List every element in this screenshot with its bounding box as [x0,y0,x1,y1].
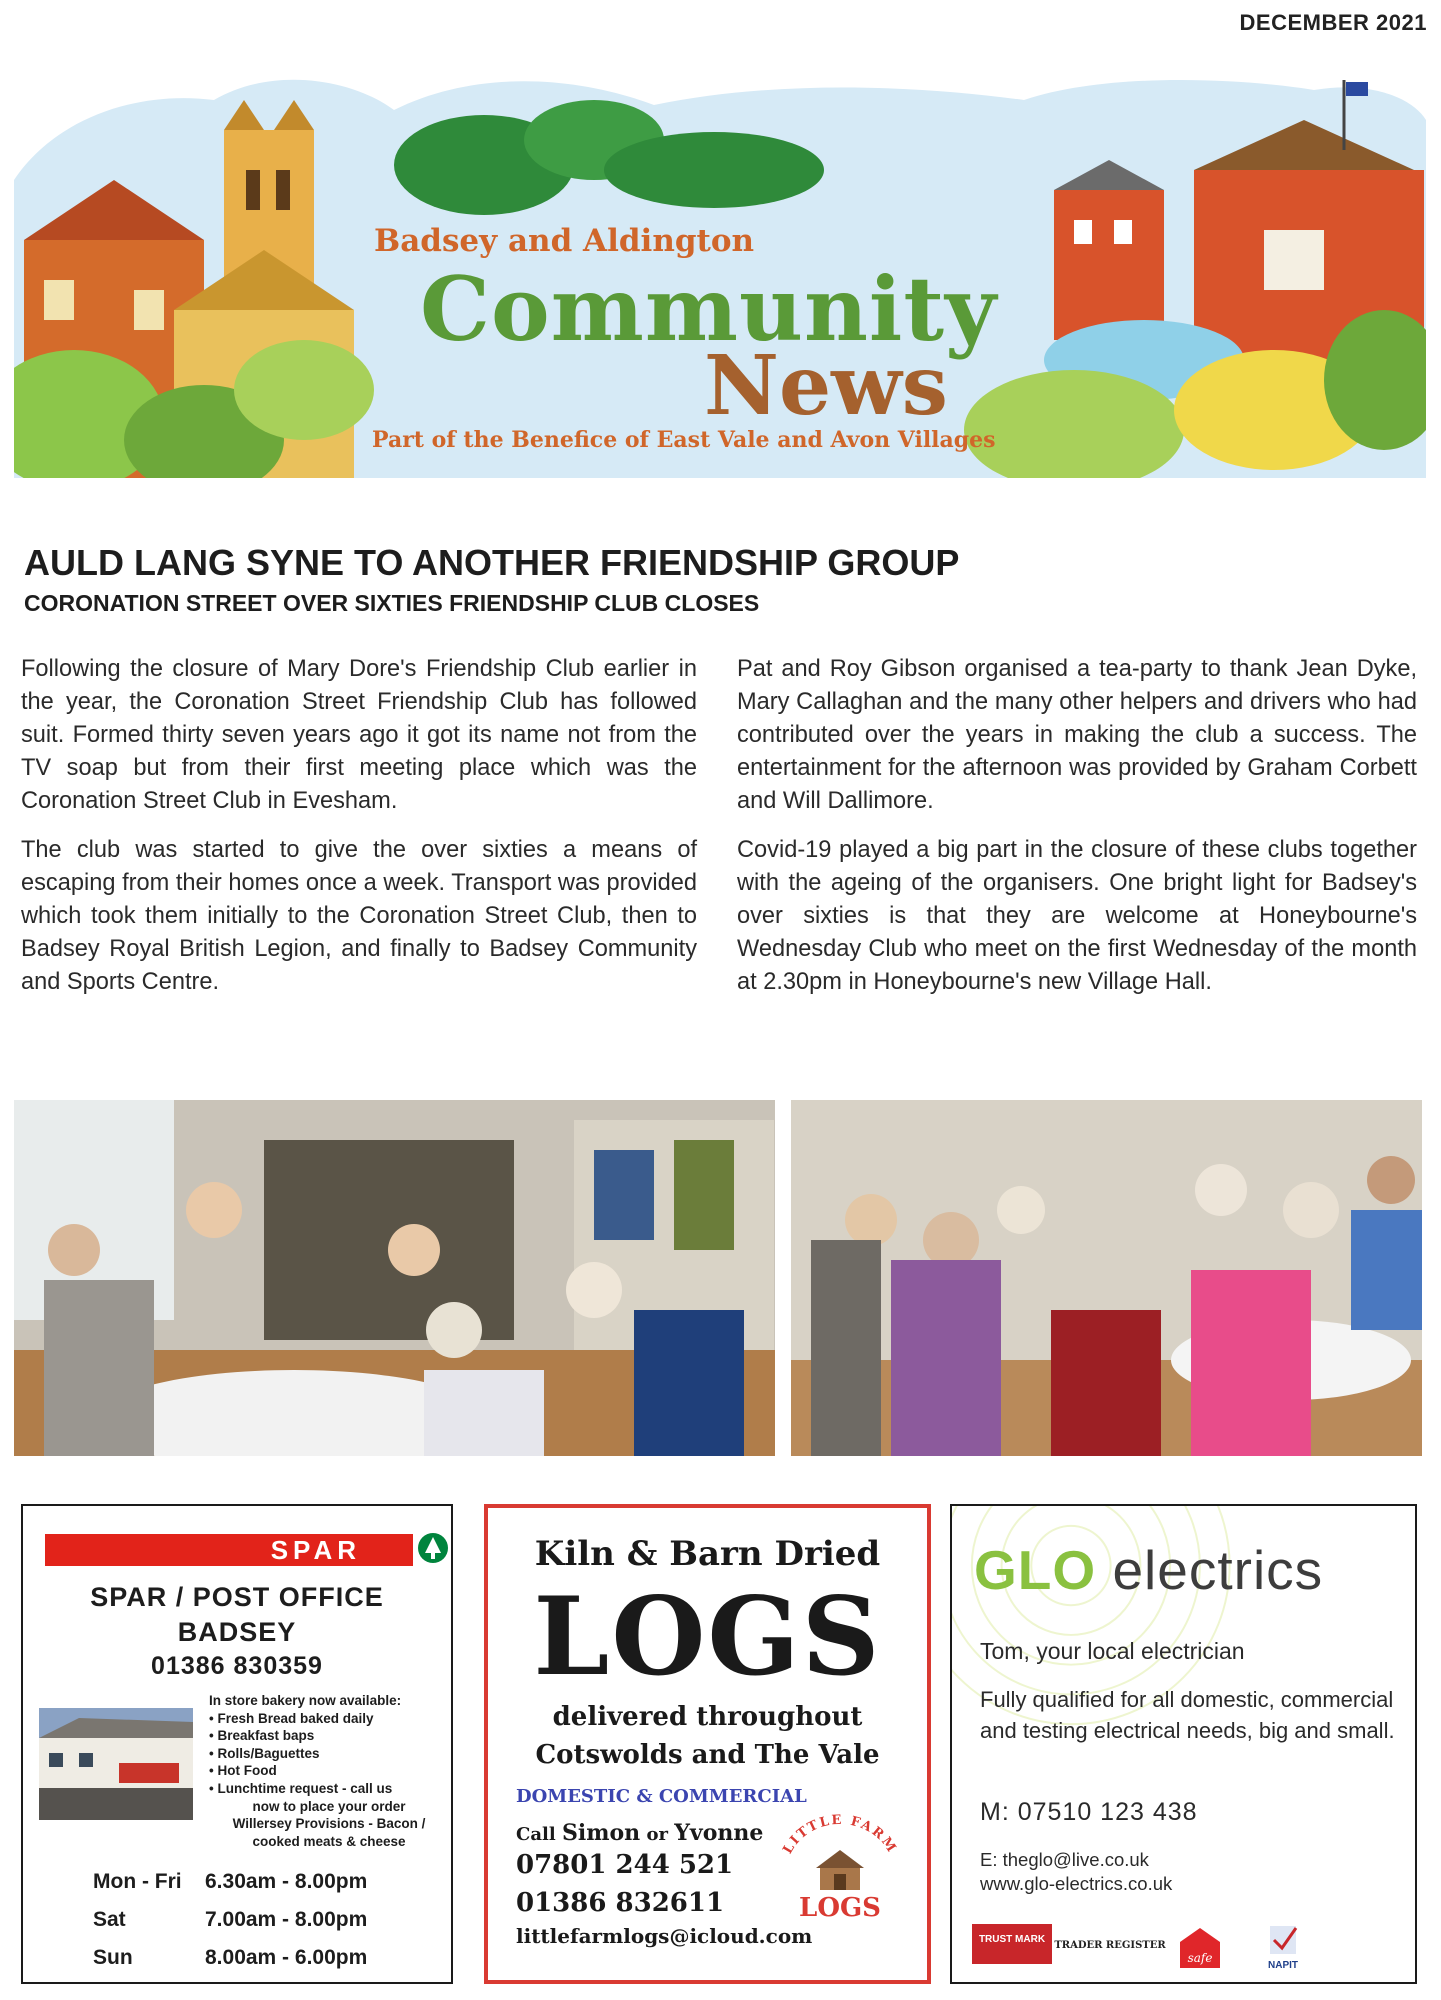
spar-shop-photo [39,1708,193,1820]
logs-tagline: Kiln & Barn Dried [534,1534,881,1574]
hours-time: 6.30am - 8.00pm [205,1870,368,1893]
logs-phone-landline: 01386 832611 [516,1888,725,1918]
hours-time: 7.00am - 8.00pm [205,1908,368,1931]
logs-email: littlefarmlogs@icloud.com [516,1924,813,1948]
logs-title: LOGS [533,1574,882,1700]
masthead [14,60,1426,478]
hours-time: 8.00am - 6.00pm [205,1946,368,1969]
logs-call-name: Simon [561,1820,641,1846]
trader-register-badge-icon [1054,1940,1166,1951]
issue-date: DECEMBER 2021 [1239,10,1427,35]
glo-accreditation-badges [970,1918,1400,1974]
article-paragraph: Following the closure of Mary Dore's Friendship Club earlier in the year, the Coronation Street Friendship Club has followed suit. Formed thirty seven years ago it got its name not from the TV soap but from their first meeting place which was the Coronation Street Club in Evesham. [21,656,697,814]
glo-contact [980,1848,1172,1896]
spar-bakery-line: • Fresh Bread baked daily [209,1710,374,1726]
masthead-title-community: Community [420,257,998,361]
badge-label: NAPIT [1268,1960,1298,1971]
napit-badge-icon [1268,1926,1298,1971]
spar-bakery-line: • Rolls/Baguettes [209,1745,320,1761]
spar-bakery-line: Willersey Provisions - Bacon / [232,1816,426,1832]
spar-title: SPAR / POST OFFICE [90,1582,384,1612]
glo-electrics-advert [950,1504,1417,1984]
electrical-safe-badge-icon [1180,1928,1220,1968]
article-paragraph: The club was started to give the over sixties a means of escaping from their homes once a week. Transport was provided which took them initially to the Coronation Street Club, then to Badsey Royal British Legion, and finally to Badsey Community and Sports Centre. [21,837,697,995]
spar-bakery-line: • Lunchtime request - call us [209,1780,393,1796]
hours-row [93,1870,453,1908]
article-subheadline: CORONATION STREET OVER SIXTIES FRIENDSHIP CLUB CLOSES [24,590,760,616]
logs-phone-mobile: 07801 244 521 [516,1850,734,1880]
masthead-title-news: News [704,338,948,434]
logs-call-prefix: Call [516,1824,556,1845]
glo-phone: M: 07510 123 438 [980,1798,1198,1826]
glo-website: www.glo-electrics.co.uk [980,1873,1173,1894]
masthead-subtitle: Badsey and Aldington [374,223,755,259]
hours-day: Mon - Fri [93,1870,182,1893]
logs-delivery-line: delivered throughout [552,1702,863,1732]
glo-tagline: Tom, your local electrician [980,1638,1245,1664]
logs-call-or: or [646,1824,668,1845]
spar-bakery-list [209,1692,449,1850]
spar-bakery-line: now to place your order [252,1798,406,1814]
hours-row [93,1946,453,1984]
spar-bakery-line: • Breakfast baps [209,1728,315,1744]
glo-email: E: theglo@live.co.uk [980,1849,1149,1870]
tea-party-photo-right [791,1100,1422,1456]
spar-logo-bar [45,1534,413,1566]
badge-label: safe [1187,1951,1213,1965]
lfl-badge-bottom: LOGS [799,1893,881,1922]
logs-delivery [488,1698,927,1774]
masthead-footer: Part of the Benefice of East Vale and Avon Villages [372,427,996,453]
spar-opening-hours [93,1870,453,1984]
glo-logo-electrics: electrics [1112,1539,1324,1601]
lfl-badge-top: LITTLE FARM [780,1812,900,1857]
spar-bakery-line: In store bakery now available: [209,1693,402,1708]
spar-bakery-line: cooked meats & cheese [252,1833,406,1849]
article-paragraph: Covid-19 played a big part in the closure of these clubs together with the ageing of the organisers. One bright light for Badsey's over sixties is that they are welcome at Honeybourne's Wednesday Club who meet on the first Wednesday of the month at 2.30pm in Honeybourne's new Village Hall. [737,837,1417,995]
badge-label: TRUST MARK [978,1934,1046,1945]
spar-advert [21,1504,453,1984]
logs-domestic-commercial: DOMESTIC & COMMERCIAL [516,1786,807,1807]
article-paragraph: Pat and Roy Gibson organised a tea-party to thank Jean Dyke, Mary Callaghan and the many other helpers and drivers who had contributed over the years in making the club a success. The entertainment for the afternoon was provided by Graham Corbett and Will Dallimore. [737,656,1417,814]
spar-tree-icon [417,1532,449,1564]
logs-advert [484,1504,931,1984]
little-farm-logs-logo [772,1812,908,1922]
logs-delivery-line: Cotswolds and The Vale [535,1740,880,1770]
spar-bakery-line: • Hot Food [209,1763,277,1779]
badge-label: TRADER REGISTER [1054,1940,1166,1951]
glo-logo-glo: GLO [974,1539,1097,1601]
spar-location: BADSEY [177,1617,297,1647]
hours-row [93,1908,453,1946]
glo-logo [974,1538,1323,1602]
spar-logo-text: SPAR [270,1535,361,1565]
tea-party-photo-left [14,1100,775,1456]
logs-call-name: Yvonne [674,1820,764,1846]
spar-phone: 01386 830359 [151,1652,323,1680]
article-headline: AULD LANG SYNE TO ANOTHER FRIENDSHIP GROUP [24,542,960,583]
article-column-right [737,653,1417,1015]
article-column-left [21,653,697,1015]
hours-day: Sat [93,1908,126,1931]
glo-description: Fully qualified for all domestic, commercial and testing electrical needs, big and small. [980,1687,1395,1743]
hours-day: Sun [93,1946,133,1969]
trustmark-badge-icon [972,1924,1052,1964]
logs-call-line [516,1820,763,1846]
